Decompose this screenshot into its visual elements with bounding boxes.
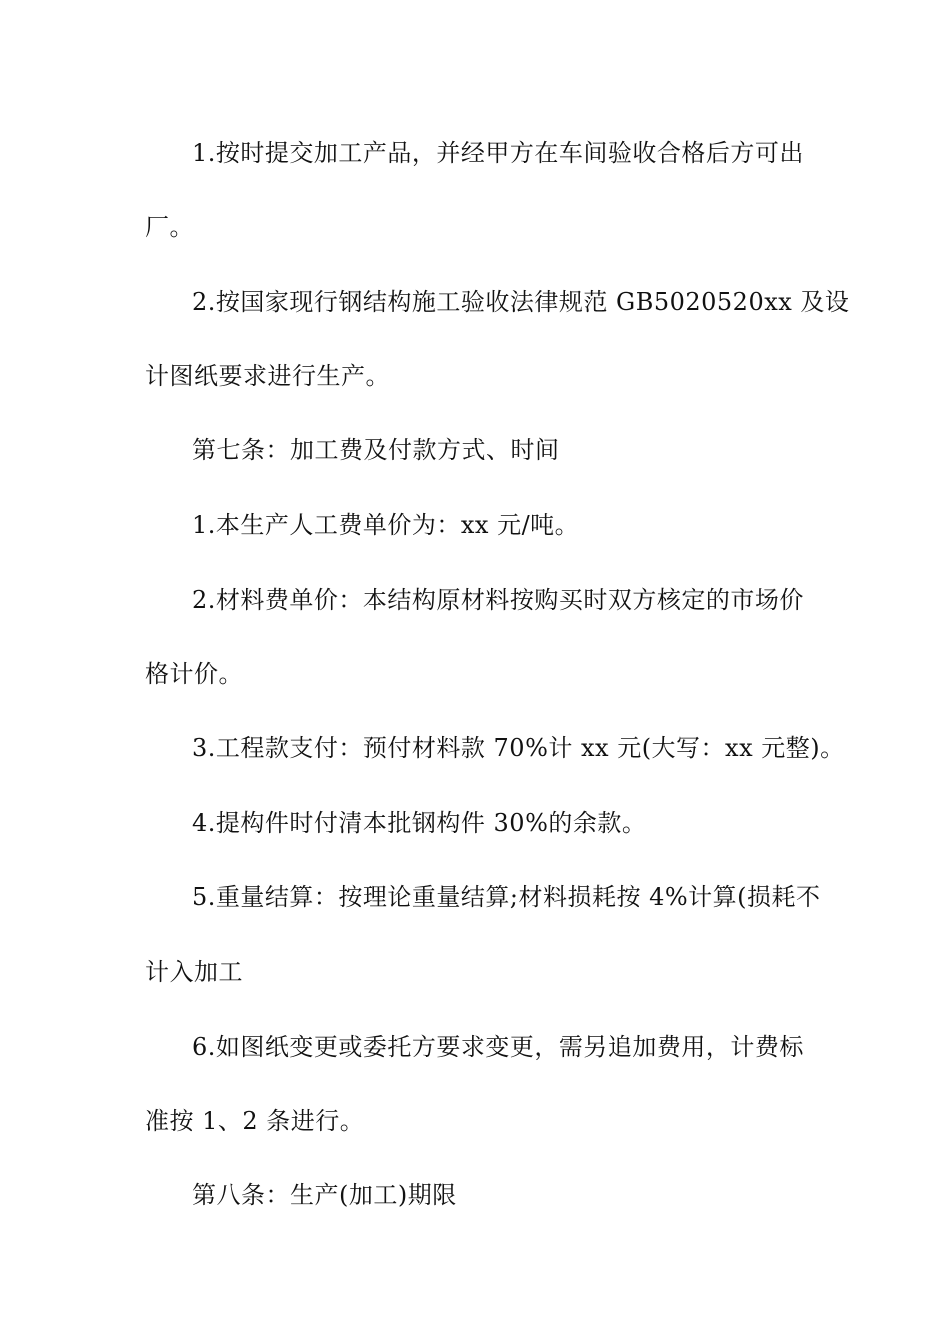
clause-7-heading: 第七条：加工费及付款方式、时间 (192, 436, 560, 464)
clause-7-item-4: 4.提构件时付清本批钢构件 30%的余款。 (192, 809, 647, 837)
clause-7-item-6-line-2: 准按 1、2 条进行。 (145, 1107, 365, 1135)
clause-6-item-1-line-1: 1.按时提交加工产品，并经甲方在车间验收合格后方可出 (192, 139, 804, 167)
clause-8-heading: 第八条：生产(加工)期限 (192, 1181, 457, 1209)
clause-6-item-1-line-2: 厂。 (145, 213, 194, 241)
clause-7-item-1: 1.本生产人工费单价为：xx 元/吨。 (192, 511, 580, 539)
clause-7-item-6-line-1: 6.如图纸变更或委托方要求变更，需另追加费用，计费标 (192, 1033, 804, 1061)
clause-6-item-2-line-2: 计图纸要求进行生产。 (145, 362, 390, 390)
clause-6-item-2-line-1: 2.按国家现行钢结构施工验收法律规范 GB5020520xx 及设 (192, 288, 850, 316)
clause-7-item-5-line-2: 计入加工 (145, 958, 243, 986)
clause-7-item-2-line-2: 格计价。 (145, 660, 243, 688)
clause-7-item-5-line-1: 5.重量结算：按理论重量结算;材料损耗按 4%计算(损耗不 (192, 883, 821, 911)
clause-7-item-3: 3.工程款支付：预付材料款 70%计 xx 元(大写：xx 元整)。 (192, 734, 845, 762)
clause-7-item-2-line-1: 2.材料费单价：本结构原材料按购买时双方核定的市场价 (192, 586, 804, 614)
